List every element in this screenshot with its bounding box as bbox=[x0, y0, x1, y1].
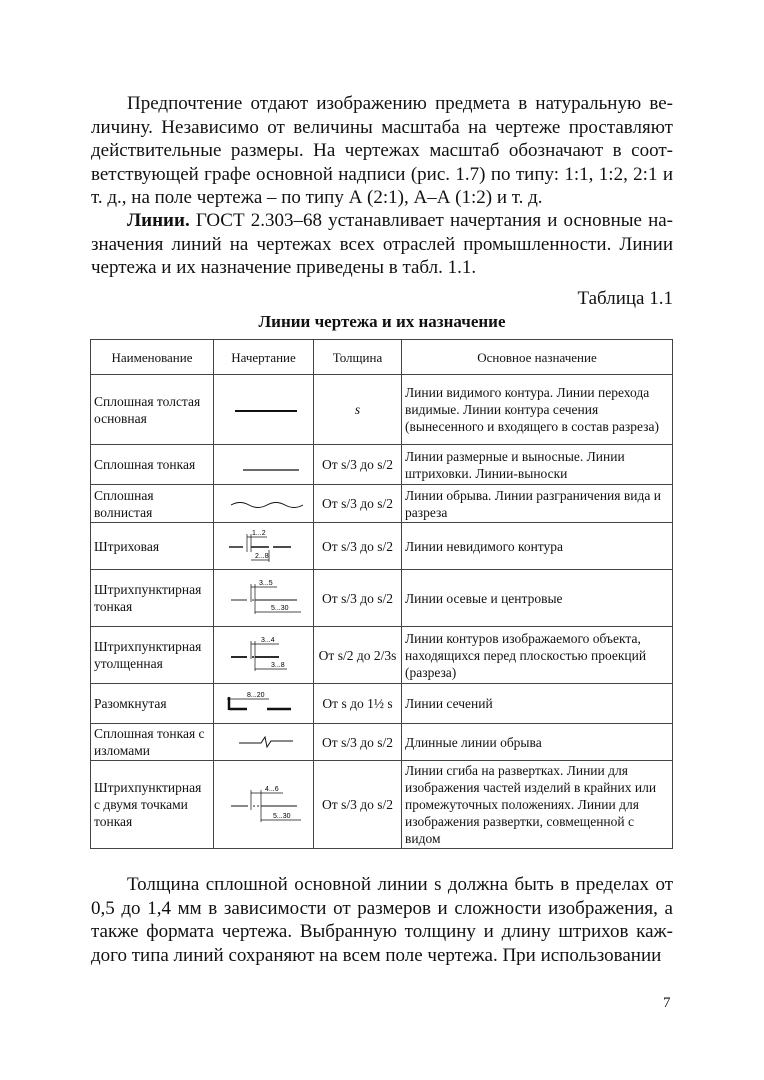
row-purpose: Линии сечений bbox=[402, 684, 673, 724]
line-sample-dashed bbox=[214, 523, 314, 570]
row-thickness: От s/3 до s/2 bbox=[314, 523, 402, 570]
paragraph-lines bbox=[91, 209, 673, 280]
line-sample-solid-thin bbox=[214, 445, 314, 485]
line-sample-zigzag bbox=[214, 724, 314, 761]
row-thickness: От s/3 до s/2 bbox=[314, 570, 402, 627]
row-purpose: Длинные линии обрыва bbox=[402, 724, 673, 761]
line-sample-wavy bbox=[214, 485, 314, 523]
header-drawing: Начертание bbox=[214, 340, 314, 375]
line-sample-dash-dot bbox=[214, 570, 314, 627]
table-row bbox=[91, 485, 673, 523]
line-sample-dash-dot-thick bbox=[214, 627, 314, 684]
table-title: Линии чертежа и их назначение bbox=[258, 312, 506, 331]
row-name: Сплошная толстая основная bbox=[91, 375, 214, 445]
table-row bbox=[91, 570, 673, 627]
table-row bbox=[91, 445, 673, 485]
paragraph-scale: Предпочтение отдают изображению предмета в натуральную величину. Независимо от величины масштаба на чертеже проставляют действительные размеры. На чертежах масштаб обозначают в соответствующей графе основной надписи (рис. 1.7) по типу: 1:1, 1:2, 2:1 и т. д., на поле чертежа – по типу А (2:1), А–А (1:2) и т. д. bbox=[91, 93, 673, 208]
paragraph-lines-text: ГОСТ 2.303–68 устанавливает начертания и основные назначения линий на чертежах всех отраслей промышленности. Линии чертежа и их назначение приведены в табл. 1.1. bbox=[91, 210, 673, 278]
line-sample-dash-two-dot bbox=[214, 761, 314, 849]
table-number: Таблица 1.1 bbox=[577, 288, 673, 309]
row-thickness: От s/3 до s/2 bbox=[314, 485, 402, 523]
header-thickness: Толщина bbox=[314, 340, 402, 375]
table-row bbox=[91, 761, 673, 849]
row-thickness: От s/3 до s/2 bbox=[314, 445, 402, 485]
row-purpose: Линии осевые и центровые bbox=[402, 570, 673, 627]
row-name: Штрихпунктирная с двумя точками тонкая bbox=[91, 761, 214, 849]
paragraph-thickness: Толщина сплошной основной линии s должна быть в пределах от 0,5 до 1,4 мм в зависимости от размеров и сложности изображения, а также формата чертежа. Выбранную толщину и длину штрихов каждого типа линий сохраняют на всем поле чертежа. При использовании bbox=[91, 874, 673, 966]
row-name: Штрихпунктирная утолщенная bbox=[91, 627, 214, 684]
row-name: Сплошная волнистая bbox=[91, 485, 214, 523]
table-row bbox=[91, 375, 673, 445]
line-sample-open bbox=[214, 684, 314, 724]
row-thickness: От s/3 до s/2 bbox=[314, 724, 402, 761]
row-purpose: Линии видимого контура. Линии перехода видимые. Линии контура сечения (вынесенного и входящего в состав разреза) bbox=[402, 375, 673, 445]
row-name: Штриховая bbox=[91, 523, 214, 570]
table-row bbox=[91, 627, 673, 684]
row-purpose: Линии размерные и выносные. Линии штриховки. Линии-выноски bbox=[402, 445, 673, 485]
dim-label-top: 8...20 bbox=[247, 691, 265, 699]
dim-label-top: 3...4 bbox=[261, 637, 275, 644]
dim-label-top: 4...6 bbox=[265, 785, 279, 793]
row-purpose: Линии контуров изображаемого объекта, находящихся перед плоскостью проекций (разреза) bbox=[402, 627, 673, 684]
table-row bbox=[91, 684, 673, 724]
table-header-row bbox=[91, 340, 673, 375]
header-purpose: Основное назначение bbox=[402, 340, 673, 375]
row-thickness: От s/3 до s/2 bbox=[314, 761, 402, 849]
row-purpose: Линии сгиба на развертках. Линии для изображения частей изделий в крайних или промежуточных положениях. Линии для изображения развертки, совмещенной с видом bbox=[402, 761, 673, 849]
lines-table bbox=[90, 339, 673, 849]
line-sample-solid-thick bbox=[214, 375, 314, 445]
page-number: 7 bbox=[663, 995, 671, 1011]
paragraph-lines-lead: Линии. bbox=[127, 210, 190, 231]
dim-label-bottom: 5...30 bbox=[273, 812, 291, 820]
row-purpose: Линии обрыва. Линии разграничения вида и разреза bbox=[402, 485, 673, 523]
row-purpose: Линии невидимого контура bbox=[402, 523, 673, 570]
row-thickness: От s до 1½ s bbox=[314, 684, 402, 724]
dim-label-bottom: 5...30 bbox=[271, 605, 289, 612]
row-name: Сплошная тонкая bbox=[91, 445, 214, 485]
row-name: Разомкнутая bbox=[91, 684, 214, 724]
header-name: Наименование bbox=[91, 340, 214, 375]
row-thickness: От s/2 до 2/3s bbox=[314, 627, 402, 684]
row-name: Штрихпунктирная тонкая bbox=[91, 570, 214, 627]
row-name: Сплошная тонкая с изломами bbox=[91, 724, 214, 761]
table-row bbox=[91, 523, 673, 570]
row-thickness: s bbox=[314, 375, 402, 445]
dim-label-bottom: 3...8 bbox=[271, 662, 285, 669]
dim-label-top: 3...5 bbox=[259, 580, 273, 587]
dim-label-top: 1...2 bbox=[252, 530, 266, 537]
dim-label-bottom: 2...8 bbox=[255, 553, 269, 560]
table-row bbox=[91, 724, 673, 761]
